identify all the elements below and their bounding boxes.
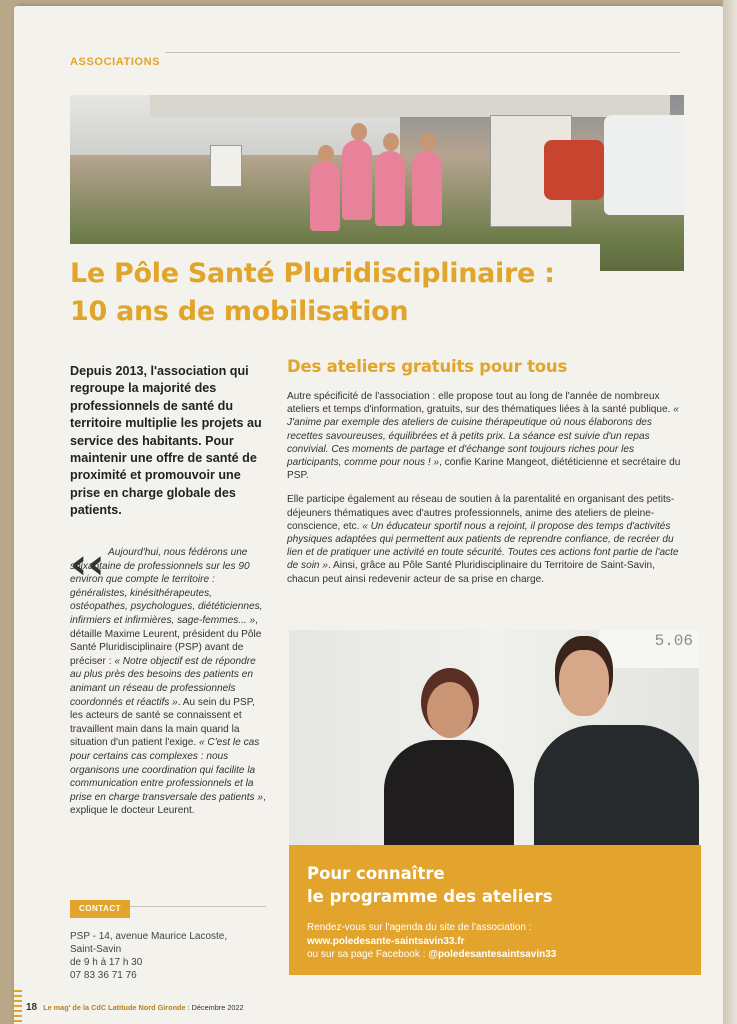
issue-date: Décembre 2022	[191, 1003, 244, 1012]
man-figure	[534, 725, 699, 848]
body-text: . Ainsi, grâce au Pôle Santé Pluridisciplinaire du Territoire de Saint-Savin, chacun peut ainsi redevenir acteur de sa prise en charge.	[287, 560, 655, 585]
callout-line: Rendez-vous sur l'agenda du site de l'association :	[307, 922, 532, 933]
magazine-name: Le mag' de la CdC Latitude Nord Gironde	[43, 1003, 186, 1012]
callout-text	[307, 921, 697, 962]
body-text: , explique le docteur Leurent.	[70, 791, 266, 817]
quote-text: « J'anime par exemple des ateliers de cuisine thérapeutique où nous élaborons des recettes savoureuses, équilibrées et à petits prix. La séance est suivie d'un repas convivial. Ces moments de partage et d'échange sont toujours riches pour les participants, comme pour nous ! »	[287, 404, 679, 469]
woman-head	[427, 682, 473, 738]
team-photo	[289, 630, 699, 848]
whiteboard-number: 5.06	[654, 632, 693, 650]
woman-figure	[384, 740, 514, 848]
page-number: 18	[26, 1002, 38, 1013]
contact-address: PSP - 14, avenue Maurice Lacoste,	[70, 931, 228, 942]
body-text: . Au sein du PSP, les acteurs de santé se connaissent et travaillent main dans la main quand la situation d'un patient l'exige.	[70, 696, 255, 749]
display-panel	[210, 145, 242, 187]
contact-city: Saint-Savin	[70, 944, 122, 955]
callout-line: ou sur sa page Facebook :	[307, 949, 429, 960]
red-car	[544, 140, 604, 200]
contact-phone[interactable]: 07 83 36 71 76	[70, 970, 137, 981]
contact-info	[70, 930, 266, 982]
quote-text: « C'est le cas pour certains cas complexes : nous organisons une coordination qui facilite la communication entre professionnels et la prise en charge transversale des patients »	[70, 737, 264, 803]
callout-title	[307, 862, 687, 908]
callout-title-line-1: Pour connaître	[307, 864, 445, 883]
person-pink-shirt	[412, 151, 442, 226]
person-head	[420, 133, 436, 151]
article-column-1	[70, 539, 266, 818]
quote-text: « Un éducateur sportif nous a rejoint, il propose des temps d'activités physiques adaptées qui permettent aux patients de reprendre confiance, de recréer du lien et de pratiquer une activité en toute sécurité. Toutes ces actions font partie de l'acte de soin »	[287, 520, 679, 572]
person-pink-shirt	[310, 161, 340, 231]
person-pink-shirt	[342, 140, 372, 220]
paragraph	[287, 493, 682, 585]
corner-decoration	[14, 990, 22, 1024]
quote-text: Aujourd'hui, nous fédérons une soixantaine de professionnels sur les 90 environ que compte le territoire : généralistes, kinésithérapeutes, ostéopathes, psychologues, diététiciennes, infirmiers et infirmières, sage-femmes... »	[70, 547, 263, 626]
page-edge	[723, 0, 737, 1024]
tent-canopy	[150, 95, 670, 117]
person-head	[383, 133, 399, 151]
section-subtitle: Des ateliers gratuits pour tous	[287, 357, 568, 376]
body-text: , détaille Maxime Leurent, président du Pôle Santé Pluridisciplinaire (PSP) avant de préciser :	[70, 614, 262, 667]
man-head	[559, 650, 609, 716]
website-link[interactable]: www.poledesante-saintsavin33.fr	[307, 935, 465, 947]
title-line-1: Le Pôle Santé Pluridisciplinaire :	[70, 258, 555, 289]
body-text: Autre spécificité de l'association : elle propose tout au long de l'année de nombreux ateliers et temps d'information, gratuits, sur des thématiques liées à la santé publique.	[287, 391, 674, 416]
article-intro: Depuis 2013, l'association qui regroupe la majorité des professionnels de santé du territoire multiplie les projets au service des habitants. Pour maintenir une offre de santé de proximité et promouvoir une prise en charge globale des patients.	[70, 364, 262, 518]
body-text: , confie Karine Mangeot, diététicienne et secrétaire du PSP.	[287, 457, 681, 482]
title-line-2: 10 ans de mobilisation	[70, 296, 409, 327]
contact-badge: CONTACT	[70, 900, 130, 918]
callout-title-line-2: le programme des ateliers	[307, 887, 553, 906]
person-head	[351, 123, 367, 141]
footer-separator: :	[185, 1003, 192, 1012]
body-text: Elle participe également au réseau de soutien à la parentalité en organisant des petits-déjeuners thématiques avec d'autres professionnels, anime des ateliers de pleine-conscience, etc.	[287, 494, 675, 532]
page-footer	[26, 1002, 244, 1013]
paragraph	[287, 390, 682, 482]
quote-text: « Notre objectif est de répondre au plus près des besoins des patients en animant un réseau de professionnels coordonnés et réactifs »	[70, 655, 256, 708]
header-rule	[165, 52, 680, 53]
facebook-link[interactable]: @poledesantesaintsavin33	[428, 949, 557, 960]
white-car	[604, 115, 684, 215]
section-label: ASSOCIATIONS	[70, 56, 161, 68]
contact-hours: de 9 h à 17 h 30	[70, 957, 143, 968]
article-column-2	[287, 390, 682, 597]
person-pink-shirt	[375, 151, 405, 226]
article-title	[70, 255, 670, 331]
quote-mark-icon: ‹‹	[70, 539, 105, 588]
